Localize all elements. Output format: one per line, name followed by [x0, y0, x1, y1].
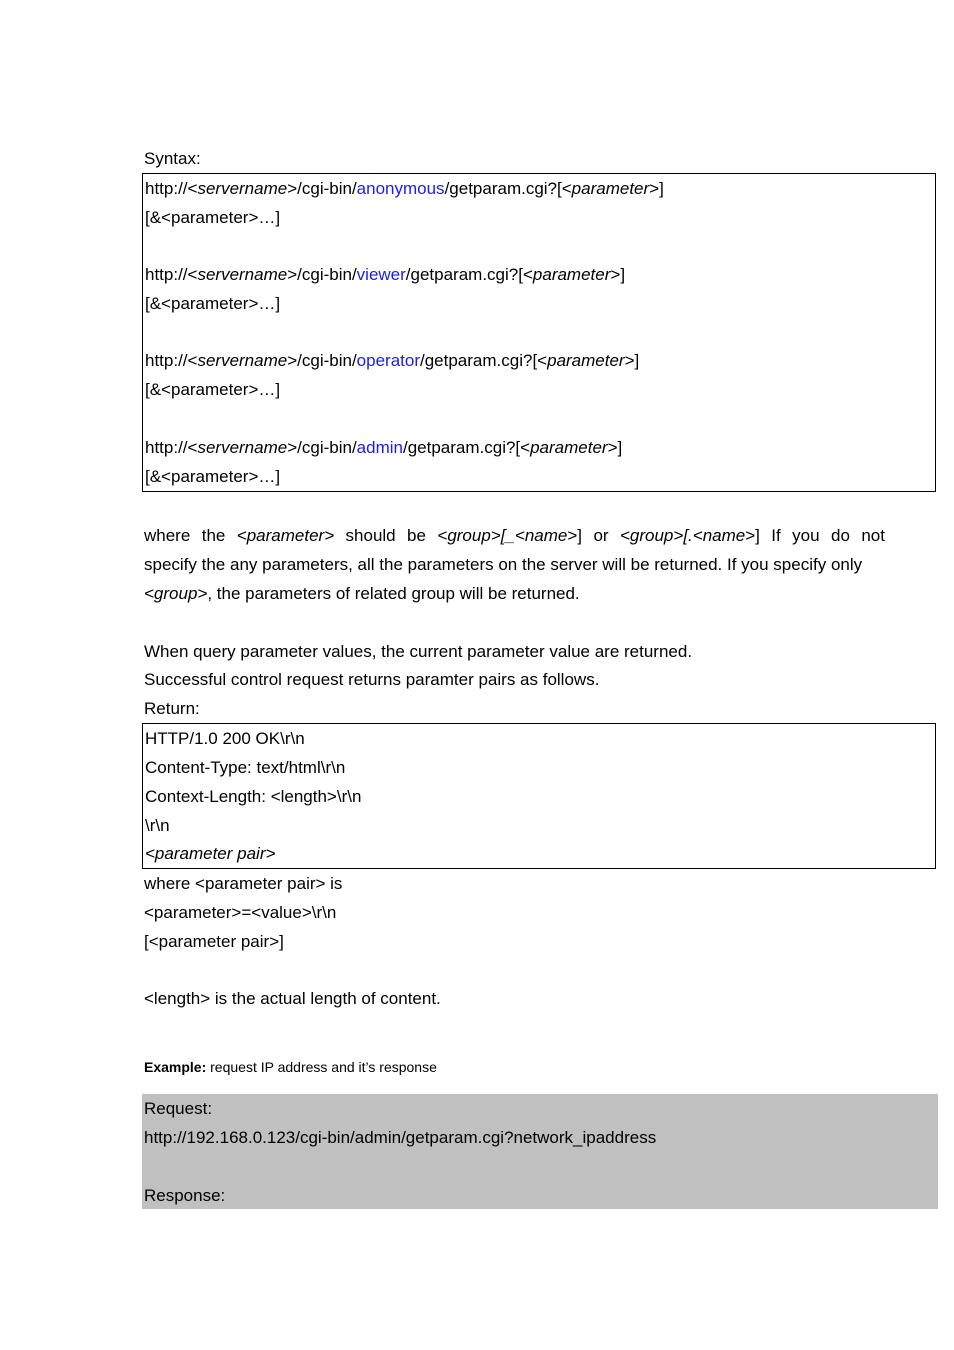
- syntax-box: [142, 173, 936, 492]
- example-caption: [144, 1058, 437, 1076]
- pair-line: <parameter>=<value>\r\n: [144, 903, 337, 922]
- pair-line: [<parameter pair>]: [144, 932, 284, 951]
- syntax-continuation: [&<parameter>…]: [145, 467, 281, 486]
- syntax-url-anonymous: http://<servername>/cgi-bin/anonymous/getparam.cgi?[<parameter>]: [145, 179, 664, 198]
- where-line-2: specify the any parameters, all the parameters on the server will be returned. If you specify only: [144, 555, 863, 574]
- where-line-3: <group>, the parameters of related group will be returned.: [144, 584, 580, 603]
- role-anonymous: anonymous: [356, 179, 445, 198]
- return-line: Context-Length: <length>\r\n: [145, 787, 362, 806]
- syntax-continuation: [&<parameter>…]: [145, 380, 281, 399]
- pair-line: where <parameter pair> is: [144, 874, 343, 893]
- syntax-label: Syntax:: [144, 149, 201, 168]
- syntax-url-viewer: http://<servername>/cgi-bin/viewer/getparam.cgi?[<parameter>]: [145, 265, 626, 284]
- syntax-continuation: [&<parameter>…]: [145, 294, 281, 313]
- return-label: Return:: [144, 699, 200, 718]
- length-text: <length> is the actual length of content.: [144, 989, 441, 1008]
- where-paragraph: [144, 521, 885, 608]
- syntax-url-admin: http://<servername>/cgi-bin/admin/getparam.cgi?[<parameter>]: [145, 438, 623, 457]
- return-line: \r\n: [145, 816, 170, 835]
- return-box: [142, 723, 936, 869]
- where-line-1: where the <parameter> should be <group>[_<name>] or <group>[.<name>] If you do not: [144, 526, 885, 545]
- role-admin: admin: [356, 438, 403, 457]
- example-desc: request IP address and it’s response: [206, 1059, 437, 1075]
- return-line-parameter-pair: <parameter pair>: [145, 844, 276, 863]
- syntax-continuation: [&<parameter>…]: [145, 208, 281, 227]
- syntax-url-operator: http://<servername>/cgi-bin/operator/getparam.cgi?[<parameter>]: [145, 351, 640, 370]
- query-text: When query parameter values, the current parameter value are returned.: [144, 642, 693, 661]
- example-label: Example:: [144, 1059, 207, 1075]
- example-box: [142, 1094, 938, 1209]
- role-viewer: viewer: [356, 265, 406, 284]
- return-line: Content-Type: text/html\r\n: [145, 758, 346, 777]
- success-text: Successful control request returns paramter pairs as follows.: [144, 670, 600, 689]
- response-label: Response:: [144, 1186, 226, 1205]
- return-line: HTTP/1.0 200 OK\r\n: [145, 729, 305, 748]
- role-operator: operator: [356, 351, 420, 370]
- request-label: Request:: [144, 1099, 213, 1118]
- request-url: http://192.168.0.123/cgi-bin/admin/getparam.cgi?network_ipaddress: [144, 1128, 657, 1147]
